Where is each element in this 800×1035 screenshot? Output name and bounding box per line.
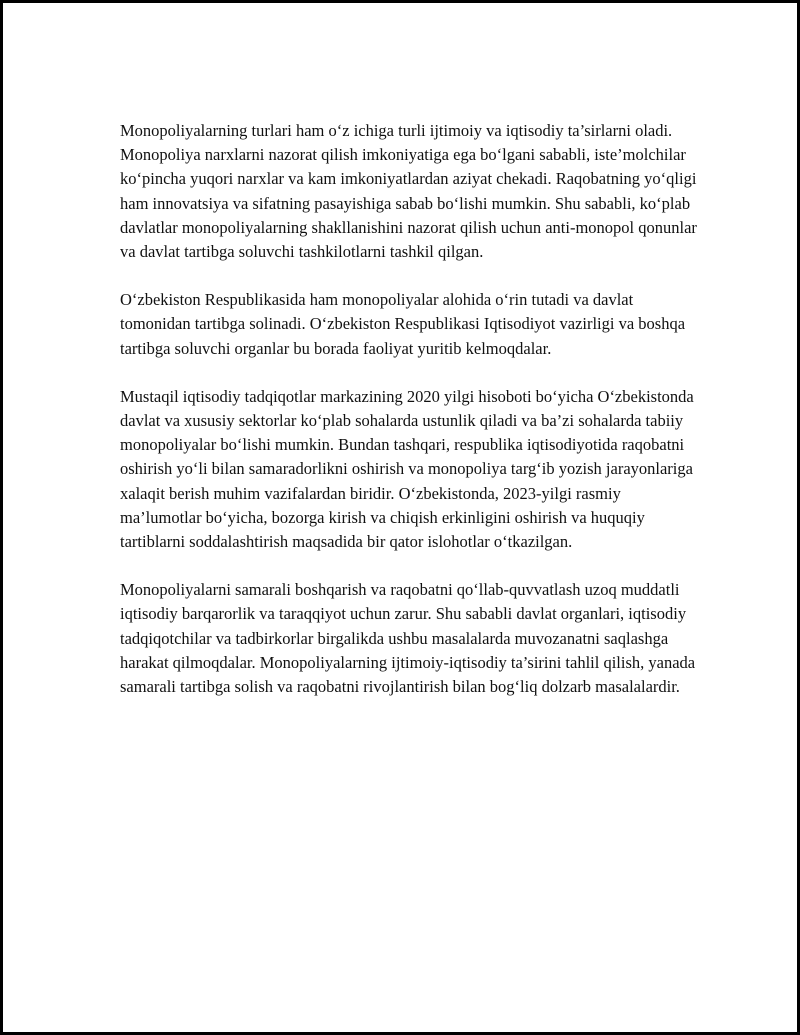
- paragraph-uzbekistan-regulation: O‘zbekiston Respublikasida ham monopoliyalar alohida o‘rin tutadi va davlat tomonidan tartibga solinadi. O‘zbekiston Respublikasi Iqtisodiyot vazirligi va boshqa tartibga soluvchi organlar bu borada faoliyat yuritib kelmoqdalar.: [120, 290, 686, 358]
- paragraph-monopoly-types: Monopoliyalarning turlari ham o‘z ichiga turli ijtimoiy va iqtisodiy ta’sirlarni oladi. Monopoliya narxlarni nazorat qilish imkoniyatiga ega bo‘lgani sababli, iste’molchilar ko‘pincha yuqori narxlar va kam imkoniyatlardan aziyat chekadi. Raqobatning yo‘qligi ham innovatsiya va sifatning pasayishiga sabab bo‘lishi mumkin. Shu sababli, ko‘plab davlatlar monopoliyalarning shakllanishini nazorat qilish uchun anti-monopol qonunlar va davlat tartibga soluvchi tashkilotlarni tashkil qilgan.: [120, 121, 697, 262]
- paragraph-conclusion: Monopoliyalarni samarali boshqarish va raqobatni qo‘llab-quvvatlash uzoq muddatli iqtisodiy barqarorlik va taraqqiyot uchun zarur. Shu sababli davlat organlari, iqtisodiy tadqiqotchilar va tadbirkorlar birgalikda ushbu masalalarda muvozanatni saqlashga harakat qilmoqdalar. Monopoliyalarning ijtimoiy-iqtisodiy ta’sirini tahlil qilish, yanada samarali tartibga solish va raqobatni rivojlantirish bilan bog‘liq dolzarb masalalardir.: [120, 580, 696, 697]
- document-body: [120, 119, 700, 723]
- paragraph-research-report: Mustaqil iqtisodiy tadqiqotlar markazining 2020 yilgi hisoboti bo‘yicha O‘zbekistonda davlat va xususiy sektorlar ko‘plab sohalarda ustunlik qiladi va ba’zi sohalarda tabiiy monopoliyalar bo‘lishi mumkin. Bundan tashqari, respublika iqtisodiyotida raqobatni oshirish yo‘li bilan samaradorlikni oshirish va monopoliya targ‘ib yozish jarayonlariga xalaqit berish muhim vazifalardan biridir. O‘zbekistonda, 2023-yilgi rasmiy ma’lumotlar bo‘yicha, bozorga kirish va chiqish erkinligini oshirish va huquqiy tartiblarni soddalashtirish maqsadida bir qator islohotlar o‘tkazilgan.: [120, 386, 694, 552]
